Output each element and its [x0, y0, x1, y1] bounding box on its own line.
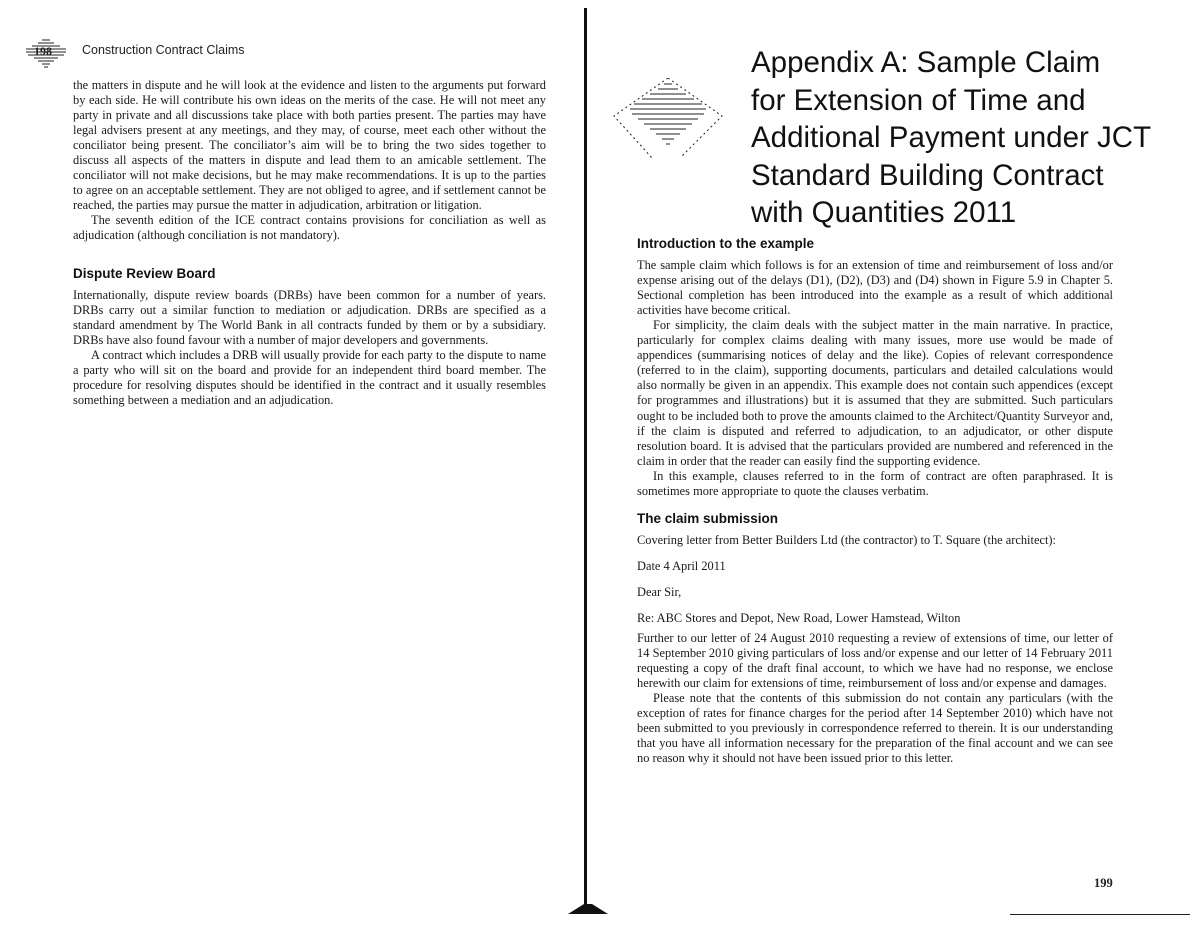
- title-line: Appendix A: Sample Claim: [751, 46, 1101, 79]
- page-number: 198: [34, 44, 52, 58]
- appendix-title: [751, 44, 1171, 232]
- body-paragraph: In this example, clauses referred to in the form of contract are often paraphrased. It is sometimes more appropriate to quote the clauses verbatim.: [637, 468, 1113, 498]
- body-paragraph: The seventh edition of the ICE contract contains provisions for conciliation as well as adjudication (although conciliation is not mandatory).: [73, 213, 546, 243]
- left-page: [0, 0, 580, 927]
- right-body-text: [637, 236, 1113, 766]
- title-line: Additional Payment under JCT: [751, 121, 1152, 154]
- diamond-ornament-icon: [612, 78, 740, 166]
- spine-shadow: [568, 904, 608, 914]
- letter-date: Date 4 April 2011: [637, 558, 726, 573]
- page-number: 199: [1094, 876, 1113, 890]
- divider: [1010, 914, 1190, 915]
- body-paragraph: A contract which includes a DRB will usually provide for each party to the dispute to name a party who will sit on the board and provide for an independent third board member. The procedure for resolving disputes should be identified in the contract and it usually resembles something between a mediation and an adjudication.: [73, 347, 546, 407]
- body-paragraph: The sample claim which follows is for an extension of time and reimbursement of loss and/or expense arising out of the delays (D1), (D2), (D3) and (D4) shown in Figure 5.9 in Chapter 5. Sectional completion has been introduced into the example as a result of which additional activities have become critical.: [637, 258, 1113, 318]
- letter-salutation: Dear Sir,: [637, 584, 682, 599]
- body-paragraph: Further to our letter of 24 August 2010 requesting a review of extensions of time, our letter of 14 September 2010 giving particulars of loss and/or expense and our letter of 14 February 2011 requesting a copy of the draft final account, to which we have had no response, we enclose herewith our claim for extensions of time, reimbursement of loss and/or expense and damages.: [637, 631, 1113, 691]
- left-body-text: [73, 78, 546, 408]
- section-heading: Dispute Review Board: [73, 265, 216, 281]
- section-heading: The claim submission: [637, 510, 779, 526]
- running-head: Construction Contract Claims: [82, 43, 245, 57]
- letter-subject: Re: ABC Stores and Depot, New Road, Lower Hamstead, Wilton: [637, 610, 961, 625]
- body-paragraph: For simplicity, the claim deals with the subject matter in the main narrative. In practice, particularly for complex claims dealing with many issues, more use would be made of appendices (summarising notices of delay and the like). Copies of relevant correspondence (referred to in the claim), supporting documents, particulars and detailed calculations would also normally be given in an appendix. This example does not contain such appendices (except for programmes and illustrations) but it is assumed that they are submitted. Such particulars ought to be included both to prove the amounts claimed to the Architect/Quantity Surveyor and, if the claim is disputed and referred to adjudication, to an adjudicator, or other dispute resolution board. It is advised that the particulars provided are numbered and referenced in the claim in order that the reader can easily find the supporting evidence.: [637, 318, 1113, 468]
- title-line: for Extension of Time and: [751, 83, 1086, 117]
- book-spine: [584, 8, 587, 913]
- body-paragraph: Internationally, dispute review boards (DRBs) have been common for a number of years. DRBs carry out a similar function to mediation or adjudication. DRBs are specified as a standard amendment by The World Bank in all contracts funded by them or by a subsidiary. DRBs have also found favour with a number of major developers and governments.: [73, 287, 546, 347]
- section-heading: Introduction to the example: [637, 236, 815, 251]
- body-paragraph: the matters in dispute and he will look at the evidence and listen to the arguments put forward by each side. He will contribute his own ideas on the merits of the case. He will not meet any party in private and all discussions take place with both parties present. The parties may have legal advisers present at any meetings, and they may, of course, meet each other without the conciliator being present. The conciliator’s aim will be to bring the two sides together to discuss all aspects of the matters in dispute and lead them to an amicable settlement. The conciliator will not make decisions, but he may make recommendations. It is up to the parties to agree on an acceptable settlement. They are not obliged to agree, and if settlement cannot be reached, the parties may pursue the matter in adjudication, arbitration or litigation.: [73, 78, 546, 213]
- body-paragraph: Please note that the contents of this submission do not contain any particulars (with the exception of rates for finance charges for the period after 14 September 2010) which have not been submitted to you previously in correspondence referred to therein. It is our understanding that you have all information necessary for the preparation of the final account and we can see no reason why it should not have been issued prior to this letter.: [637, 691, 1113, 766]
- title-line: Standard Building Contract: [751, 158, 1104, 192]
- body-paragraph: Covering letter from Better Builders Ltd (the contractor) to T. Square (the architect):: [637, 532, 1056, 547]
- title-line: with Quantities 2011: [751, 196, 1017, 229]
